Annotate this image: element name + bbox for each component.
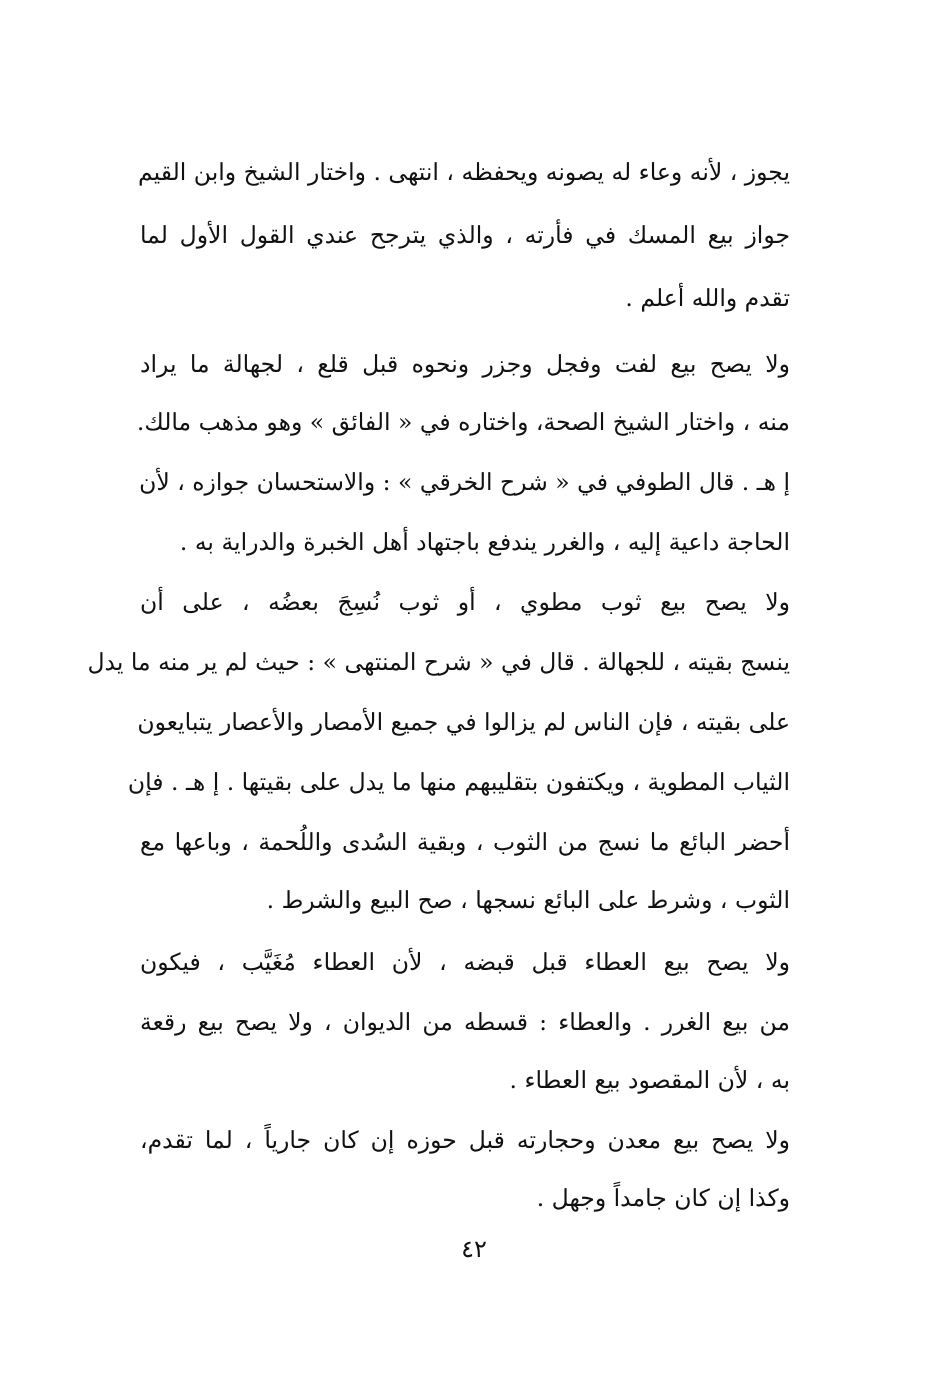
text-line: من بيع الغرر . والعطاء : قسطه من الديوان ، ولا يصح بيع رقعة <box>140 1008 790 1036</box>
page-number: ٤٢ <box>461 1235 487 1263</box>
text-line: ولا يصح بيع العطاء قبل قبضه ، لأن العطاء مُغَيَّب ، فيكون <box>140 948 790 976</box>
text-line: يجوز ، لأنه وعاء له يصونه ويحفظه ، انتهى . واختار الشيخ وابن القيم <box>138 158 790 186</box>
text-line: الثوب ، وشرط على البائع نسجها ، صح البيع والشرط . <box>266 886 790 914</box>
text-line: ولا يصح بيع ثوب مطوي ، أو ثوب نُسِجَ بعضُه ، على أن <box>140 588 790 616</box>
text-line: ولا يصح بيع معدن وحجارته قبل حوزه إن كان جارياً ، لما تقدم، <box>140 1126 790 1154</box>
text-line: ينسج بقيته ، للجهالة . قال في « شرح المنتهى » : حيث لم ير منه ما يدل <box>87 648 790 676</box>
text-line: جواز بيع المسك في فأرته ، والذي يترجح عندي القول الأول لما <box>140 221 790 249</box>
text-line: به ، لأن المقصود بيع العطاء . <box>509 1066 790 1094</box>
text-line: إ هـ . قال الطوفي في « شرح الخرقي » : والاستحسان جوازه ، لأن <box>139 468 790 496</box>
text-line: تقدم والله أعلم . <box>625 284 790 312</box>
text-line: على بقيته ، فإن الناس لم يزالوا في جميع الأمصار والأعصار يتبايعون <box>137 708 790 736</box>
text-line: الحاجة داعية إليه ، والغرر يندفع باجتهاد أهل الخبرة والدراية به . <box>179 528 790 556</box>
text-line: أحضر البائع ما نسج من الثوب ، وبقية السُدى واللُحمة ، وباعها مع <box>140 828 790 856</box>
text-line: ولا يصح بيع لفت وفجل وجزر ونحوه قبل قلع ، لجهالة ما يراد <box>140 350 790 378</box>
text-line: منه ، واختار الشيخ الصحة، واختاره في « الفائق » وهو مذهب مالك. <box>136 408 790 436</box>
text-line: وكذا إن كان جامداً وجهل . <box>536 1184 790 1212</box>
text-line: الثياب المطوية ، ويكتفون بتقليبهم منها ما يدل على بقيتها . إ هـ . فإن <box>127 768 790 796</box>
